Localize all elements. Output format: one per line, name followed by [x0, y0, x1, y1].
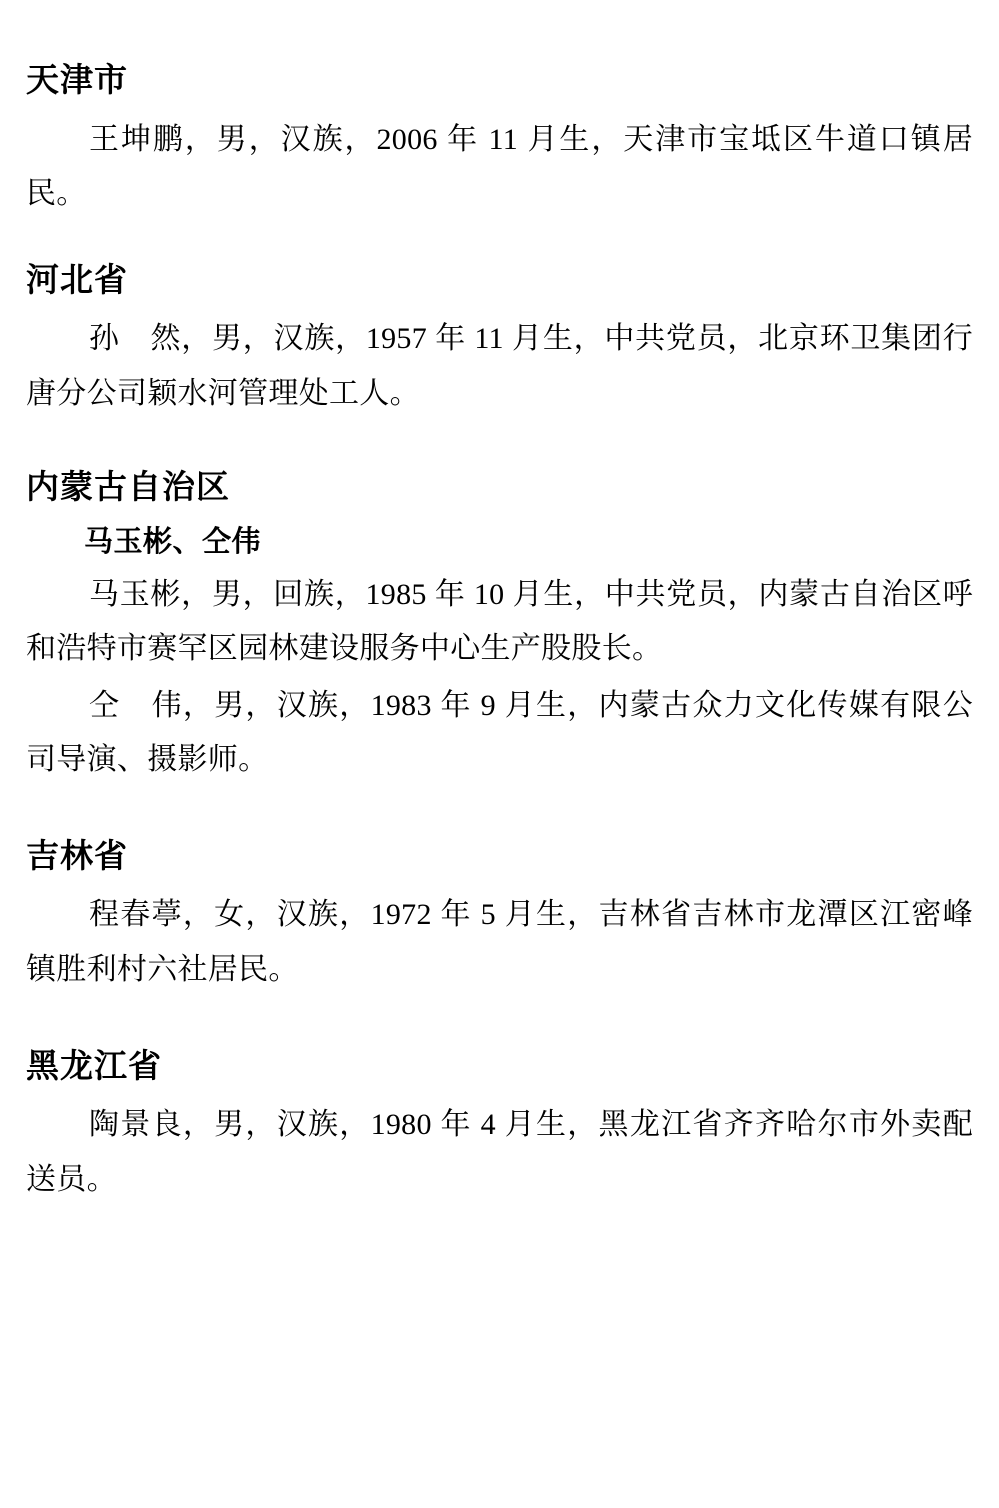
section-heilongjiang — [26, 1044, 973, 1208]
section-hebei — [26, 258, 973, 422]
person-paragraph: 孙 然，男，汉族，1957 年 11 月生，中共党员，北京环卫集团行唐分公司颖水河管理处工人。 — [26, 322, 973, 410]
person-paragraph: 马玉彬，男，回族，1985 年 10 月生，中共党员，内蒙古自治区呼和浩特市赛罕区园林建设服务中心生产股股长。 — [26, 577, 973, 666]
person-paragraph: 王坤鹏，男，汉族，2006 年 11 月生，天津市宝坻区牛道口镇居民。 — [26, 122, 973, 211]
province-heading: 河北省 — [26, 259, 128, 299]
honoree-names: 马玉彬、仝伟 — [84, 524, 262, 559]
section-jilin — [26, 834, 973, 998]
person-paragraph: 仝 伟，男，汉族，1983 年 9 月生，内蒙古众力文化传媒有限公司导演、摄影师。 — [26, 688, 973, 777]
province-heading: 天津市 — [26, 60, 128, 99]
province-heading: 内蒙古自治区 — [26, 467, 230, 507]
province-heading: 吉林省 — [26, 835, 128, 875]
person-paragraph: 陶景良，男，汉族，1980 年 4 月生，黑龙江省齐齐哈尔市外卖配送员。 — [26, 1108, 973, 1196]
section-inner-mongolia — [26, 465, 973, 787]
person-paragraph: 程春葶，女，汉族，1972 年 5 月生，吉林省吉林市龙潭区江密峰镇胜利村六社居民。 — [26, 898, 973, 987]
section-tianjin — [26, 58, 973, 222]
province-heading: 黑龙江省 — [26, 1045, 162, 1085]
